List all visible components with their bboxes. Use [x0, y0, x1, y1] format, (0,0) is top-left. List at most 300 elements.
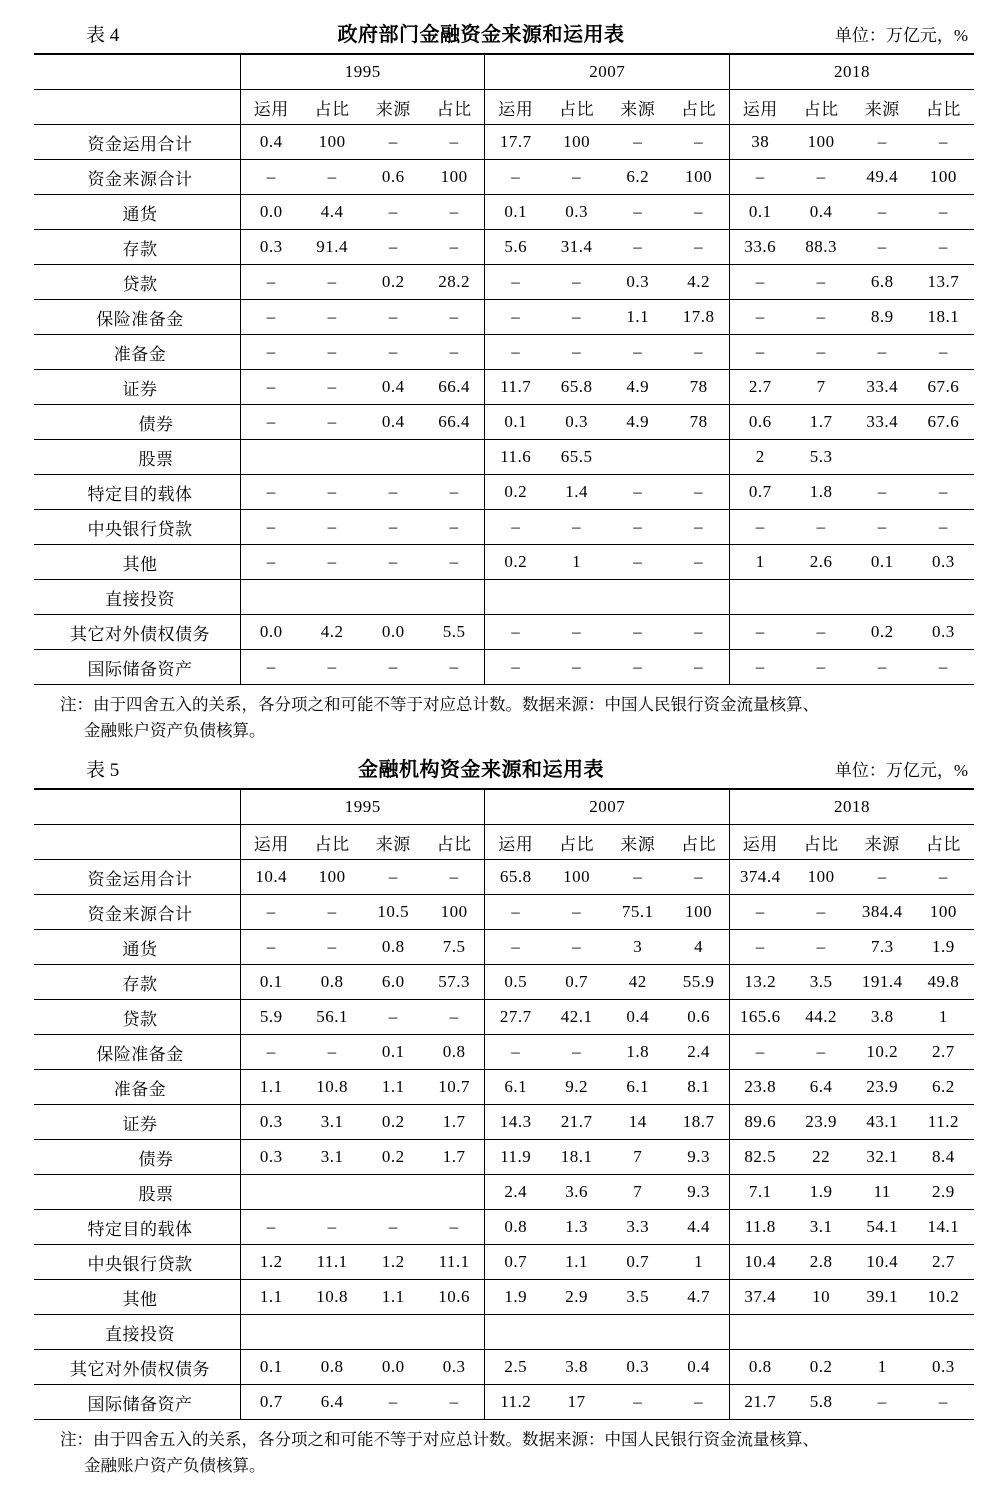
data-cell: – [913, 860, 974, 895]
data-cell: 3.3 [607, 1210, 668, 1245]
data-cell: 65.5 [546, 440, 607, 475]
data-cell [302, 580, 363, 615]
data-cell: – [546, 650, 607, 685]
data-cell: – [485, 510, 546, 545]
table-5-group-header-row [34, 789, 974, 825]
data-cell: 10.8 [302, 1070, 363, 1105]
data-cell: – [485, 1035, 546, 1070]
row-label: 证券 [34, 1105, 240, 1140]
data-cell: – [546, 300, 607, 335]
data-cell: 5.9 [240, 1000, 301, 1035]
data-cell: 100 [302, 125, 363, 160]
data-cell: 78 [668, 370, 729, 405]
table-row [34, 1245, 974, 1280]
data-cell [913, 580, 974, 615]
data-cell: 37.4 [729, 1280, 790, 1315]
data-cell: 0.8 [302, 965, 363, 1000]
data-cell [363, 580, 424, 615]
data-cell: 10.4 [240, 860, 301, 895]
data-cell: – [240, 545, 301, 580]
data-cell: – [607, 230, 668, 265]
data-cell: – [240, 650, 301, 685]
subhead-1995-source: 来源 [363, 825, 424, 860]
data-cell: 0.2 [485, 475, 546, 510]
data-cell: – [668, 860, 729, 895]
data-cell: 49.4 [852, 160, 913, 195]
data-cell: 2.6 [791, 545, 852, 580]
data-cell: 0.3 [607, 265, 668, 300]
subhead-2007-source: 来源 [607, 825, 668, 860]
data-cell: 0.4 [668, 1350, 729, 1385]
data-cell [607, 580, 668, 615]
data-cell [424, 1175, 485, 1210]
data-cell: 56.1 [302, 1000, 363, 1035]
data-cell: – [668, 510, 729, 545]
data-cell: 0.1 [240, 1350, 301, 1385]
data-cell: 5.5 [424, 615, 485, 650]
data-cell: – [791, 265, 852, 300]
data-cell [424, 440, 485, 475]
data-cell: – [668, 335, 729, 370]
data-cell: 3.5 [607, 1280, 668, 1315]
data-cell: – [240, 370, 301, 405]
table-4-note [34, 685, 974, 743]
data-cell: 3.1 [302, 1105, 363, 1140]
data-cell: 0.6 [729, 405, 790, 440]
row-label: 保险准备金 [34, 1035, 240, 1070]
data-cell [668, 1315, 729, 1350]
subhead-2007-use: 运用 [485, 90, 546, 125]
data-cell: 2.7 [729, 370, 790, 405]
data-cell: 7 [791, 370, 852, 405]
subhead-2007-source-share: 占比 [668, 90, 729, 125]
data-cell: – [913, 195, 974, 230]
data-cell: – [302, 265, 363, 300]
row-label: 保险准备金 [34, 300, 240, 335]
data-cell: 57.3 [424, 965, 485, 1000]
data-cell: – [363, 510, 424, 545]
table-row [34, 230, 974, 265]
data-cell: – [363, 860, 424, 895]
row-label: 通货 [34, 195, 240, 230]
row-label: 其他 [34, 1280, 240, 1315]
data-cell: 1.2 [363, 1245, 424, 1280]
data-cell: – [607, 335, 668, 370]
table-5-title: 金融机构资金来源和运用表 [358, 757, 604, 782]
data-cell: – [607, 650, 668, 685]
table-row [34, 1140, 974, 1175]
data-cell: 0.8 [485, 1210, 546, 1245]
data-cell: – [607, 1385, 668, 1420]
subhead-2007-source: 来源 [607, 90, 668, 125]
data-cell: 0.7 [546, 965, 607, 1000]
data-cell: – [424, 195, 485, 230]
data-cell: 3 [607, 930, 668, 965]
data-cell: 0.0 [363, 1350, 424, 1385]
data-cell [668, 440, 729, 475]
data-cell: 100 [791, 860, 852, 895]
data-cell: 14.1 [913, 1210, 974, 1245]
data-cell: 0.3 [913, 545, 974, 580]
data-cell: – [546, 930, 607, 965]
row-label: 中央银行贷款 [34, 1245, 240, 1280]
data-cell: 39.1 [852, 1280, 913, 1315]
data-cell: – [913, 230, 974, 265]
data-cell: 1.8 [791, 475, 852, 510]
table-row [34, 930, 974, 965]
data-cell: – [729, 930, 790, 965]
data-cell [729, 580, 790, 615]
data-cell: – [485, 160, 546, 195]
data-cell: 0.8 [424, 1035, 485, 1070]
group-2007: 2007 [485, 789, 730, 825]
row-label: 国际储备资产 [34, 650, 240, 685]
data-cell: – [913, 125, 974, 160]
data-cell: 49.8 [913, 965, 974, 1000]
data-cell: – [791, 300, 852, 335]
data-cell: 0.6 [668, 1000, 729, 1035]
data-cell: – [913, 650, 974, 685]
data-cell: 100 [668, 160, 729, 195]
data-cell: 4.4 [302, 195, 363, 230]
row-label: 特定目的载体 [34, 475, 240, 510]
data-cell: – [668, 650, 729, 685]
data-cell [240, 1315, 301, 1350]
data-cell: 3.5 [791, 965, 852, 1000]
data-cell: 78 [668, 405, 729, 440]
corner-cell-2 [34, 90, 240, 125]
data-cell: 67.6 [913, 405, 974, 440]
data-cell: 1 [668, 1245, 729, 1280]
data-cell: – [363, 650, 424, 685]
data-cell: 0.3 [240, 1140, 301, 1175]
data-cell: 22 [791, 1140, 852, 1175]
table-row [34, 895, 974, 930]
row-label: 其他 [34, 545, 240, 580]
data-cell: 23.9 [791, 1105, 852, 1140]
data-cell: 100 [668, 895, 729, 930]
data-cell: 54.1 [852, 1210, 913, 1245]
data-cell: – [852, 475, 913, 510]
data-cell: 0.1 [240, 965, 301, 1000]
table-row [34, 370, 974, 405]
data-cell: 43.1 [852, 1105, 913, 1140]
table-4-group-header-row [34, 54, 974, 90]
data-cell: – [852, 230, 913, 265]
data-cell: – [791, 1035, 852, 1070]
data-cell: 0.6 [363, 160, 424, 195]
data-cell: 2.9 [546, 1280, 607, 1315]
data-cell: 1.7 [424, 1140, 485, 1175]
data-cell [485, 1315, 546, 1350]
data-cell: 17.8 [668, 300, 729, 335]
data-cell: – [729, 160, 790, 195]
row-label: 股票 [34, 1175, 240, 1210]
data-cell: 42 [607, 965, 668, 1000]
data-cell: – [302, 930, 363, 965]
subhead-2018-use-share: 占比 [791, 90, 852, 125]
data-cell: 5.3 [791, 440, 852, 475]
table-row [34, 545, 974, 580]
data-cell: – [791, 510, 852, 545]
data-cell: – [240, 1035, 301, 1070]
data-cell: 13.2 [729, 965, 790, 1000]
data-cell: – [791, 895, 852, 930]
data-cell: – [363, 230, 424, 265]
data-cell: – [729, 300, 790, 335]
data-cell: – [424, 510, 485, 545]
data-cell: 65.8 [546, 370, 607, 405]
data-cell: 82.5 [729, 1140, 790, 1175]
data-cell [852, 1315, 913, 1350]
data-cell: 0.4 [363, 370, 424, 405]
data-cell: 89.6 [729, 1105, 790, 1140]
data-cell: 1.9 [485, 1280, 546, 1315]
data-cell: 11.1 [302, 1245, 363, 1280]
data-cell: – [424, 1000, 485, 1035]
data-cell: 7.5 [424, 930, 485, 965]
data-cell: 100 [791, 125, 852, 160]
subhead-1995-use: 运用 [240, 825, 301, 860]
data-cell: – [913, 475, 974, 510]
data-cell: 2.7 [913, 1245, 974, 1280]
data-cell [363, 1315, 424, 1350]
data-cell: – [668, 195, 729, 230]
data-cell: 0.8 [302, 1350, 363, 1385]
data-cell: – [913, 335, 974, 370]
table-row [34, 1070, 974, 1105]
data-cell [363, 1175, 424, 1210]
data-cell: 0.7 [607, 1245, 668, 1280]
data-cell: 3.8 [852, 1000, 913, 1035]
data-cell: – [546, 335, 607, 370]
data-cell: 38 [729, 125, 790, 160]
data-cell: 1.1 [607, 300, 668, 335]
data-cell: 6.8 [852, 265, 913, 300]
table-row [34, 1280, 974, 1315]
data-cell: 28.2 [424, 265, 485, 300]
data-cell: – [485, 895, 546, 930]
data-cell: – [240, 1210, 301, 1245]
data-cell: 1.9 [791, 1175, 852, 1210]
subhead-1995-use: 运用 [240, 90, 301, 125]
subhead-1995-source-share: 占比 [424, 825, 485, 860]
table-row [34, 300, 974, 335]
data-cell: 1.8 [607, 1035, 668, 1070]
table-block-5 [34, 745, 974, 1478]
data-cell: 10.7 [424, 1070, 485, 1105]
table-4-note-line1: 注：由于四舍五入的关系，各分项之和可能不等于对应总计数。数据来源：中国人民银行资金流量核算、 [60, 695, 819, 714]
data-cell [240, 440, 301, 475]
data-cell: – [546, 895, 607, 930]
subhead-2007-use: 运用 [485, 825, 546, 860]
corner-cell [34, 789, 240, 825]
table-row [34, 1210, 974, 1245]
table-row [34, 1385, 974, 1420]
data-cell: 17 [546, 1385, 607, 1420]
corner-cell-2 [34, 825, 240, 860]
data-cell: – [546, 160, 607, 195]
data-cell: 33.4 [852, 370, 913, 405]
data-cell: 5.8 [791, 1385, 852, 1420]
corner-cell [34, 54, 240, 90]
data-cell: 1.9 [913, 930, 974, 965]
data-cell: – [363, 475, 424, 510]
data-cell: – [424, 545, 485, 580]
subhead-1995-use-share: 占比 [302, 825, 363, 860]
data-cell: 1.1 [363, 1280, 424, 1315]
data-cell: 8.1 [668, 1070, 729, 1105]
data-cell: 8.9 [852, 300, 913, 335]
data-cell: – [607, 475, 668, 510]
data-cell: 3.6 [546, 1175, 607, 1210]
data-cell: – [729, 615, 790, 650]
data-cell: 44.2 [791, 1000, 852, 1035]
data-cell: – [302, 405, 363, 440]
data-cell [424, 1315, 485, 1350]
data-cell: 66.4 [424, 405, 485, 440]
data-cell: 0.2 [363, 1105, 424, 1140]
subhead-2018-source-share: 占比 [913, 825, 974, 860]
data-cell: 11.1 [424, 1245, 485, 1280]
data-cell: 55.9 [668, 965, 729, 1000]
row-label: 股票 [34, 440, 240, 475]
data-cell: – [791, 615, 852, 650]
data-cell: 1.4 [546, 475, 607, 510]
table-row [34, 195, 974, 230]
data-cell: 1.1 [546, 1245, 607, 1280]
row-label: 国际储备资产 [34, 1385, 240, 1420]
data-cell: 2.8 [791, 1245, 852, 1280]
data-cell: 1 [852, 1350, 913, 1385]
data-cell: 4 [668, 930, 729, 965]
data-cell: 1.2 [240, 1245, 301, 1280]
data-cell: 6.2 [607, 160, 668, 195]
table-5-sub-header-row [34, 825, 974, 860]
data-cell: 1.3 [546, 1210, 607, 1245]
table-row [34, 580, 974, 615]
data-cell: 0.8 [363, 930, 424, 965]
data-cell: 0.3 [913, 615, 974, 650]
data-cell [668, 580, 729, 615]
data-cell: – [852, 1385, 913, 1420]
data-cell: – [668, 1385, 729, 1420]
data-cell: 0.2 [485, 545, 546, 580]
data-cell: 6.1 [485, 1070, 546, 1105]
table-block-4 [34, 10, 974, 743]
data-cell: 5.6 [485, 230, 546, 265]
data-cell: 1 [546, 545, 607, 580]
data-cell: 100 [913, 895, 974, 930]
data-cell: – [240, 510, 301, 545]
subhead-2007-source-share: 占比 [668, 825, 729, 860]
data-cell: – [607, 545, 668, 580]
data-cell: 8.4 [913, 1140, 974, 1175]
data-cell: 3.1 [791, 1210, 852, 1245]
data-cell: 18.1 [546, 1140, 607, 1175]
table-row [34, 265, 974, 300]
row-label: 资金运用合计 [34, 125, 240, 160]
data-cell: 1.1 [240, 1280, 301, 1315]
data-cell: 27.7 [485, 1000, 546, 1035]
data-cell: 0.3 [546, 195, 607, 230]
table-row [34, 125, 974, 160]
data-cell: 7 [607, 1140, 668, 1175]
data-cell: – [668, 230, 729, 265]
data-cell: – [302, 545, 363, 580]
table-row [34, 510, 974, 545]
subhead-1995-use-share: 占比 [302, 90, 363, 125]
data-cell: – [424, 335, 485, 370]
data-cell [913, 440, 974, 475]
data-cell: 0.0 [240, 195, 301, 230]
table-5 [34, 788, 974, 1420]
row-label: 通货 [34, 930, 240, 965]
data-cell: – [852, 125, 913, 160]
table-4-label: 表 4 [86, 25, 120, 46]
data-cell: – [424, 475, 485, 510]
data-cell [546, 580, 607, 615]
data-cell: 4.9 [607, 370, 668, 405]
data-cell: 3.1 [302, 1140, 363, 1175]
data-cell: – [852, 335, 913, 370]
data-cell: 0.2 [852, 615, 913, 650]
data-cell [546, 1315, 607, 1350]
data-cell: – [668, 475, 729, 510]
data-cell: 0.2 [363, 1140, 424, 1175]
data-cell [607, 1315, 668, 1350]
data-cell [607, 440, 668, 475]
table-row [34, 965, 974, 1000]
row-label: 债券 [34, 1140, 240, 1175]
table-row [34, 405, 974, 440]
data-cell: 0.2 [363, 265, 424, 300]
data-cell: – [240, 895, 301, 930]
data-cell [240, 580, 301, 615]
data-cell: – [363, 1210, 424, 1245]
table-5-header [34, 745, 974, 788]
data-cell: – [302, 1210, 363, 1245]
data-cell: – [852, 650, 913, 685]
row-label: 准备金 [34, 335, 240, 370]
subhead-2007-use-share: 占比 [546, 90, 607, 125]
data-cell: – [852, 510, 913, 545]
data-cell: – [729, 650, 790, 685]
data-cell: – [729, 265, 790, 300]
data-cell: – [485, 335, 546, 370]
subhead-2018-use: 运用 [729, 90, 790, 125]
data-cell: 17.7 [485, 125, 546, 160]
data-cell: – [852, 195, 913, 230]
data-cell: – [363, 335, 424, 370]
data-cell: 9.3 [668, 1175, 729, 1210]
data-cell: – [729, 510, 790, 545]
data-cell: 0.3 [240, 230, 301, 265]
data-cell: 2.5 [485, 1350, 546, 1385]
row-label: 准备金 [34, 1070, 240, 1105]
data-cell: 11.6 [485, 440, 546, 475]
data-cell: – [607, 860, 668, 895]
row-label: 债券 [34, 405, 240, 440]
data-cell: 100 [302, 860, 363, 895]
data-cell: 7.1 [729, 1175, 790, 1210]
data-cell: 33.4 [852, 405, 913, 440]
data-cell: – [363, 300, 424, 335]
data-cell: 7.3 [852, 930, 913, 965]
table-row [34, 1175, 974, 1210]
table-4 [34, 53, 974, 685]
data-cell: 100 [913, 160, 974, 195]
